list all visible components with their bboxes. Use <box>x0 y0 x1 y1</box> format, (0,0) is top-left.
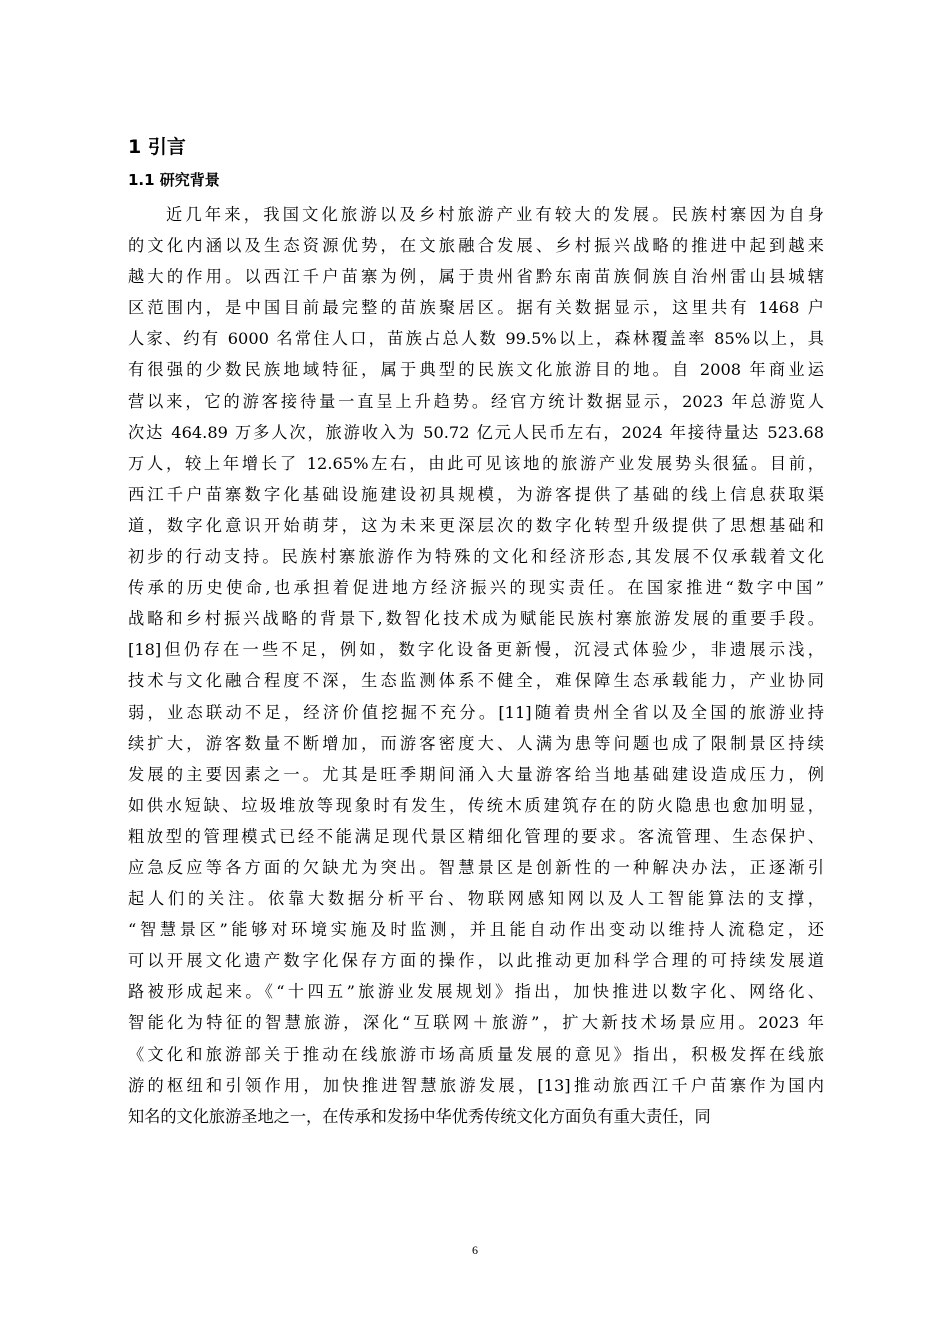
paragraph-line: 如供水短缺、垃圾堆放等现象时有发生，传统木质建筑存在的防火隐患也愈加明显， <box>128 795 824 815</box>
paragraph-line: 技术与文化融合程度不深，生态监测体系不健全，难保障生态承载能力，产业协同 <box>128 671 824 691</box>
paragraph-line: 发展的主要因素之一。尤其是旺季期间涌入大量游客给当地基础建设造成压力，例 <box>128 764 824 784</box>
paragraph-line: 游的枢纽和引领作用，加快推进智慧旅游发展，[13]推动旅西江千户苗寨作为国内 <box>128 1075 824 1095</box>
paragraph-line: “智慧景区”能够对环境实施及时监测，并且能自动作出变动以维持人流稳定，还 <box>128 920 824 940</box>
paragraph-line: 道，数字化意识开始萌芽，这为未来更深层次的数字化转型升级提供了思想基础和 <box>128 515 824 535</box>
paragraph-line: 传承的历史使命,也承担着促进地方经济振兴的现实责任。在国家推进“数字中国” <box>128 578 824 598</box>
paragraph-line: 弱，业态联动不足，经济价值挖掘不充分。[11]随着贵州全省以及全国的旅游业持 <box>128 702 824 722</box>
paragraph-line: 起人们的关注。依靠大数据分析平台、物联网感知网以及人工智能算法的支撑， <box>128 889 824 909</box>
paragraph-line: 《文化和旅游部关于推动在线旅游市场高质量发展的意见》指出，积极发挥在线旅 <box>128 1044 824 1064</box>
paragraph-line: 粗放型的管理模式已经不能满足现代景区精细化管理的要求。客流管理、生态保护、 <box>128 826 824 846</box>
paragraph-line: 西江千户苗寨数字化基础设施建设初具规模，为游客提供了基础的线上信息获取渠 <box>128 484 824 504</box>
paragraph-line: 知名的文化旅游圣地之一，在传承和发扬中华优秀传统文化方面负有重大责任，同 <box>128 1106 711 1126</box>
paragraph-line: 智能化为特征的智慧旅游，深化“互联网＋旅游”，扩大新技术场景应用。2023 年 <box>128 1013 824 1033</box>
paragraph-line: 初步的行动支持。民族村寨旅游作为特殊的文化和经济形态,其发展不仅承载着文化 <box>128 547 824 567</box>
paragraph-line: 战略和乡村振兴战略的背景下,数智化技术成为赋能民族村寨旅游发展的重要手段。 <box>128 609 824 629</box>
paragraph-line: 的文化内涵以及生态资源优势，在文旅融合发展、乡村振兴战略的推进中起到越来 <box>128 236 824 256</box>
paragraph-line: 续扩大，游客数量不断增加，而游客密度大、人满为患等问题也成了限制景区持续 <box>128 733 824 753</box>
paragraph-line: [18]但仍存在一些不足，例如，数字化设备更新慢，沉浸式体验少，非遗展示浅， <box>128 640 824 660</box>
paragraph-line: 可以开展文化遗产数字化保存方面的操作，以此推动更加科学合理的可持续发展道 <box>128 951 824 971</box>
chapter-heading: 1 引言 <box>128 136 186 158</box>
paragraph-line: 人家、约有 6000 名常住人口，苗族占总人数 99.5%以上，森林覆盖率 85%以上，具 <box>128 329 824 349</box>
paragraph-line: 越大的作用。以西江千户苗寨为例，属于贵州省黔东南苗族侗族自治州雷山县城辖 <box>128 267 824 287</box>
section-heading: 1.1 研究背景 <box>128 171 220 189</box>
paragraph-line: 营以来，它的游客接待量一直呈上升趋势。经官方统计数据显示，2023 年总游览人 <box>128 391 824 411</box>
paragraph-line: 路被形成起来。《“十四五”旅游业发展规划》指出，加快推进以数字化、网络化、 <box>128 982 824 1002</box>
paragraph-line: 万人，较上年增长了 12.65%左右，由此可见该地的旅游产业发展势头很猛。目前， <box>128 453 824 473</box>
paragraph-line: 近几年来，我国文化旅游以及乡村旅游产业有较大的发展。民族村寨因为自身 <box>166 205 824 224</box>
paragraph-line: 应急反应等各方面的欠缺尤为突出。智慧景区是创新性的一种解决办法，正逐渐引 <box>128 857 824 877</box>
paragraph-line: 次达 464.89 万多人次，旅游收入为 50.72 亿元人民币左右，2024 年接待量达 523.68 <box>128 422 824 442</box>
paragraph-line: 区范围内，是中国目前最完整的苗族聚居区。据有关数据显示，这里共有 1468 户 <box>128 298 824 318</box>
page-number: 6 <box>472 1243 478 1257</box>
paragraph-line: 有很强的少数民族地域特征，属于典型的民族文化旅游目的地。自 2008 年商业运 <box>128 360 824 380</box>
body-paragraph <box>128 199 824 1132</box>
